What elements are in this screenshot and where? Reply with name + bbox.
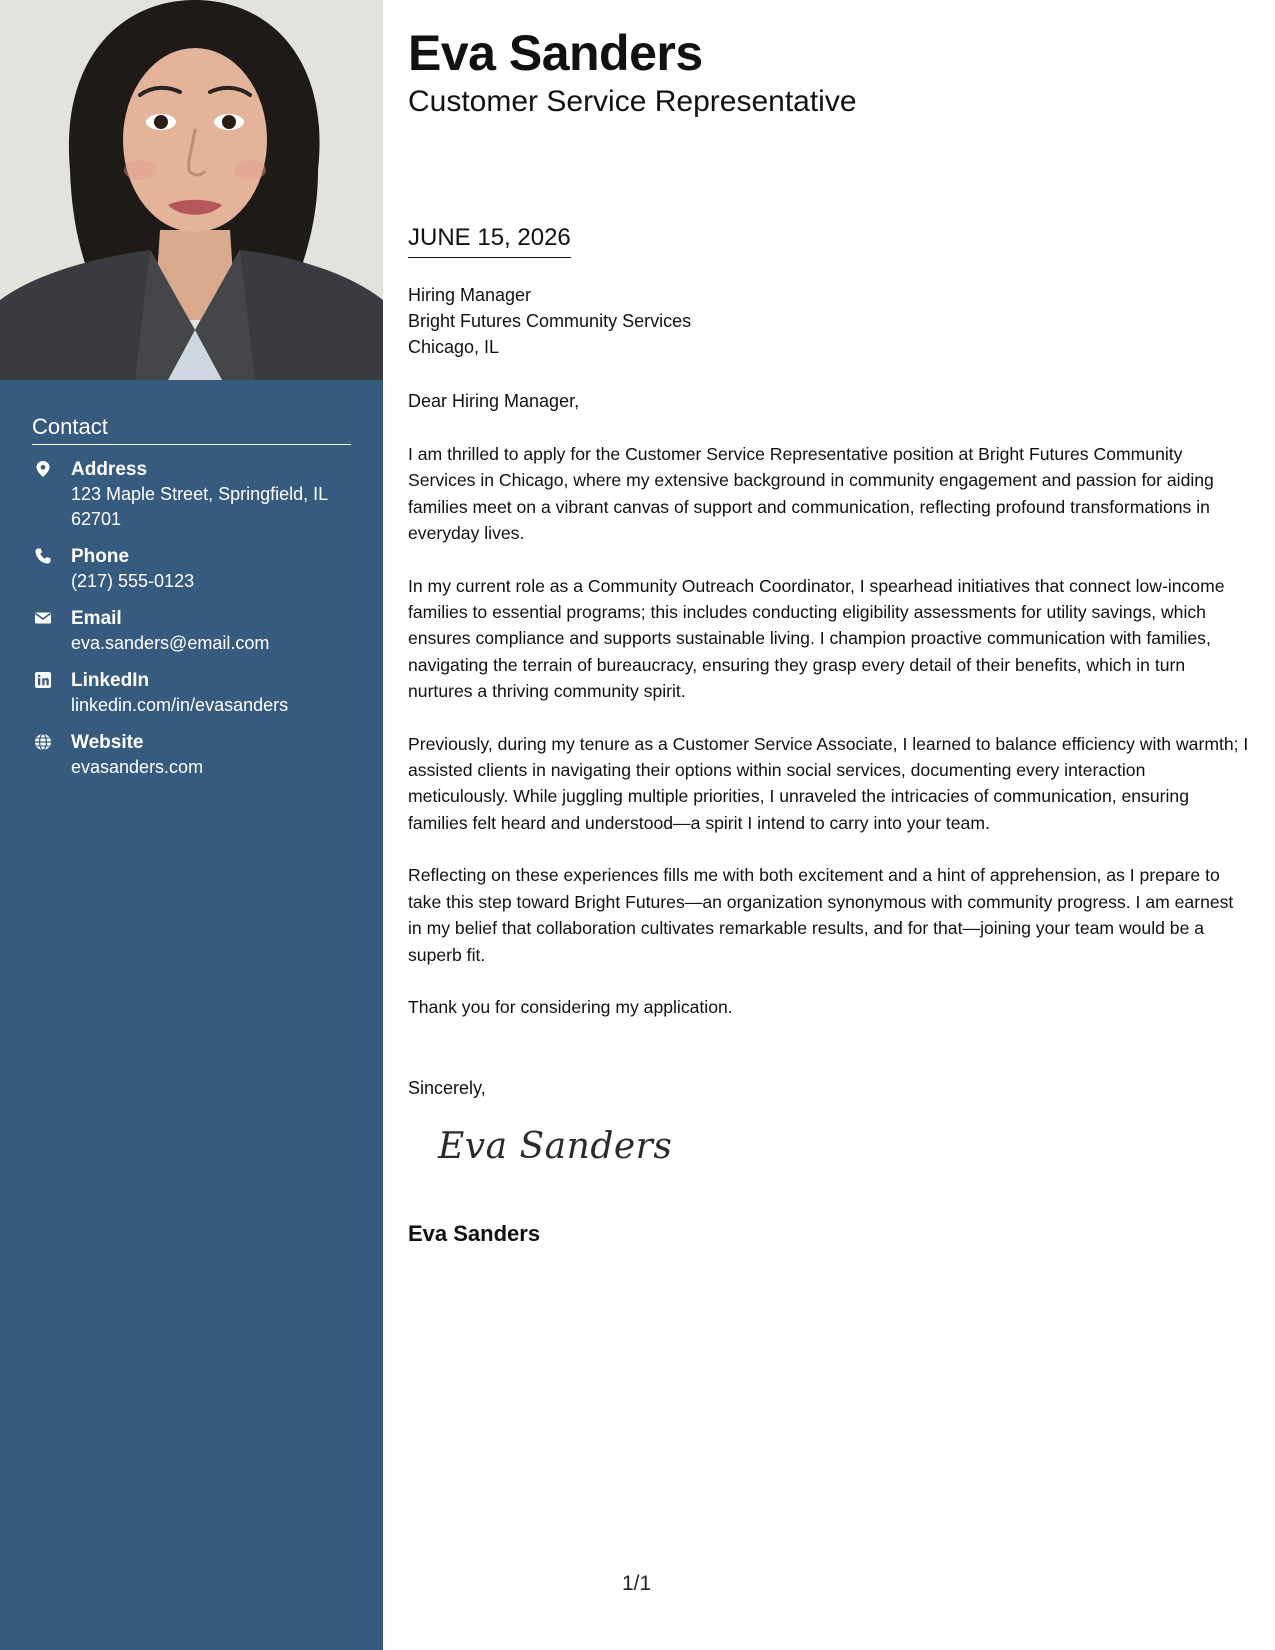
contact-item-address — [32, 457, 351, 532]
contact-item-website — [32, 730, 351, 780]
recipient-title: Hiring Manager — [408, 285, 532, 305]
website-value[interactable]: evasanders.com — [71, 757, 204, 777]
closing: Sincerely, — [408, 1078, 486, 1098]
applicant-job-title: Customer Service Representative — [408, 85, 857, 118]
page-number: 1/1 — [622, 1572, 652, 1595]
email-value[interactable]: eva.sanders@email.com — [71, 633, 270, 653]
contact-item-linkedin — [32, 668, 351, 718]
email-label: Email — [71, 608, 122, 629]
phone-label: Phone — [71, 546, 130, 567]
contact-heading: Contact — [32, 412, 351, 445]
contact-section — [32, 412, 351, 792]
map-pin-icon — [34, 460, 52, 478]
recipient-location: Chicago, IL — [408, 337, 500, 357]
body-paragraph: Previously, during my tenure as a Customer Service Associate, I learned to balance efficiency with warmth; I assisted clients in navigating their options within social services, documenting every interaction meticulously. While juggling multiple priorities, I unraveled the intricacies of communication, ensuring families felt heard and understood—a spirit I intend to carry into your team. — [408, 733, 1249, 833]
recipient-block — [408, 282, 691, 360]
address-label: Address — [71, 459, 148, 480]
body-paragraph: Thank you for considering my application. — [408, 996, 733, 1017]
applicant-name: Eva Sanders — [408, 25, 703, 81]
address-value: 123 Maple Street, Springfield, IL 62701 — [71, 484, 328, 529]
phone-value[interactable]: (217) 555-0123 — [71, 571, 195, 591]
profile-photo — [0, 0, 383, 380]
linkedin-label: LinkedIn — [71, 670, 150, 691]
sidebar — [0, 0, 383, 1650]
body-paragraph: I am thrilled to apply for the Customer Service Representative position at Bright Futures Community Services in Chicago, where my extensive background in community engagement and passion for aiding families meet on a vibrant canvas of support and communication, reflecting profound transformations in everyday lives. — [408, 444, 1214, 544]
website-label: Website — [71, 732, 144, 753]
linkedin-icon — [34, 671, 52, 689]
contact-item-email — [32, 606, 351, 656]
handwritten-signature: Eva Sanders — [438, 1126, 673, 1167]
body-paragraph: In my current role as a Community Outreach Coordinator, I spearhead initiatives that connect low-income families to essential programs; this includes conducting eligibility assessments for utility savings, which ensures compliance and supports sustainable living. I champion proactive communication with families, navigating the terrain of bureaucracy, ensuring they grasp every detail of their benefits, which in turn nurtures a thriving community spirit. — [408, 575, 1225, 702]
letter-body — [408, 441, 1250, 1046]
phone-icon — [34, 547, 52, 565]
body-paragraph: Reflecting on these experiences fills me with both excitement and a hint of apprehension, as I prepare to take this step toward Bright Futures—an organization synonymous with community progress. I am earnest in my belief that collaboration cultivates remarkable results, and for that—joining your team would be a superb fit. — [408, 865, 1234, 965]
salutation: Dear Hiring Manager, — [408, 391, 580, 411]
letter-date: JUNE 15, 2026 — [408, 222, 571, 258]
linkedin-value[interactable]: linkedin.com/in/evasanders — [71, 695, 289, 715]
signoff-name: Eva Sanders — [408, 1221, 541, 1246]
recipient-organization: Bright Futures Community Services — [408, 311, 692, 331]
contact-item-phone — [32, 544, 351, 594]
envelope-icon — [34, 609, 52, 627]
globe-icon — [34, 733, 52, 751]
